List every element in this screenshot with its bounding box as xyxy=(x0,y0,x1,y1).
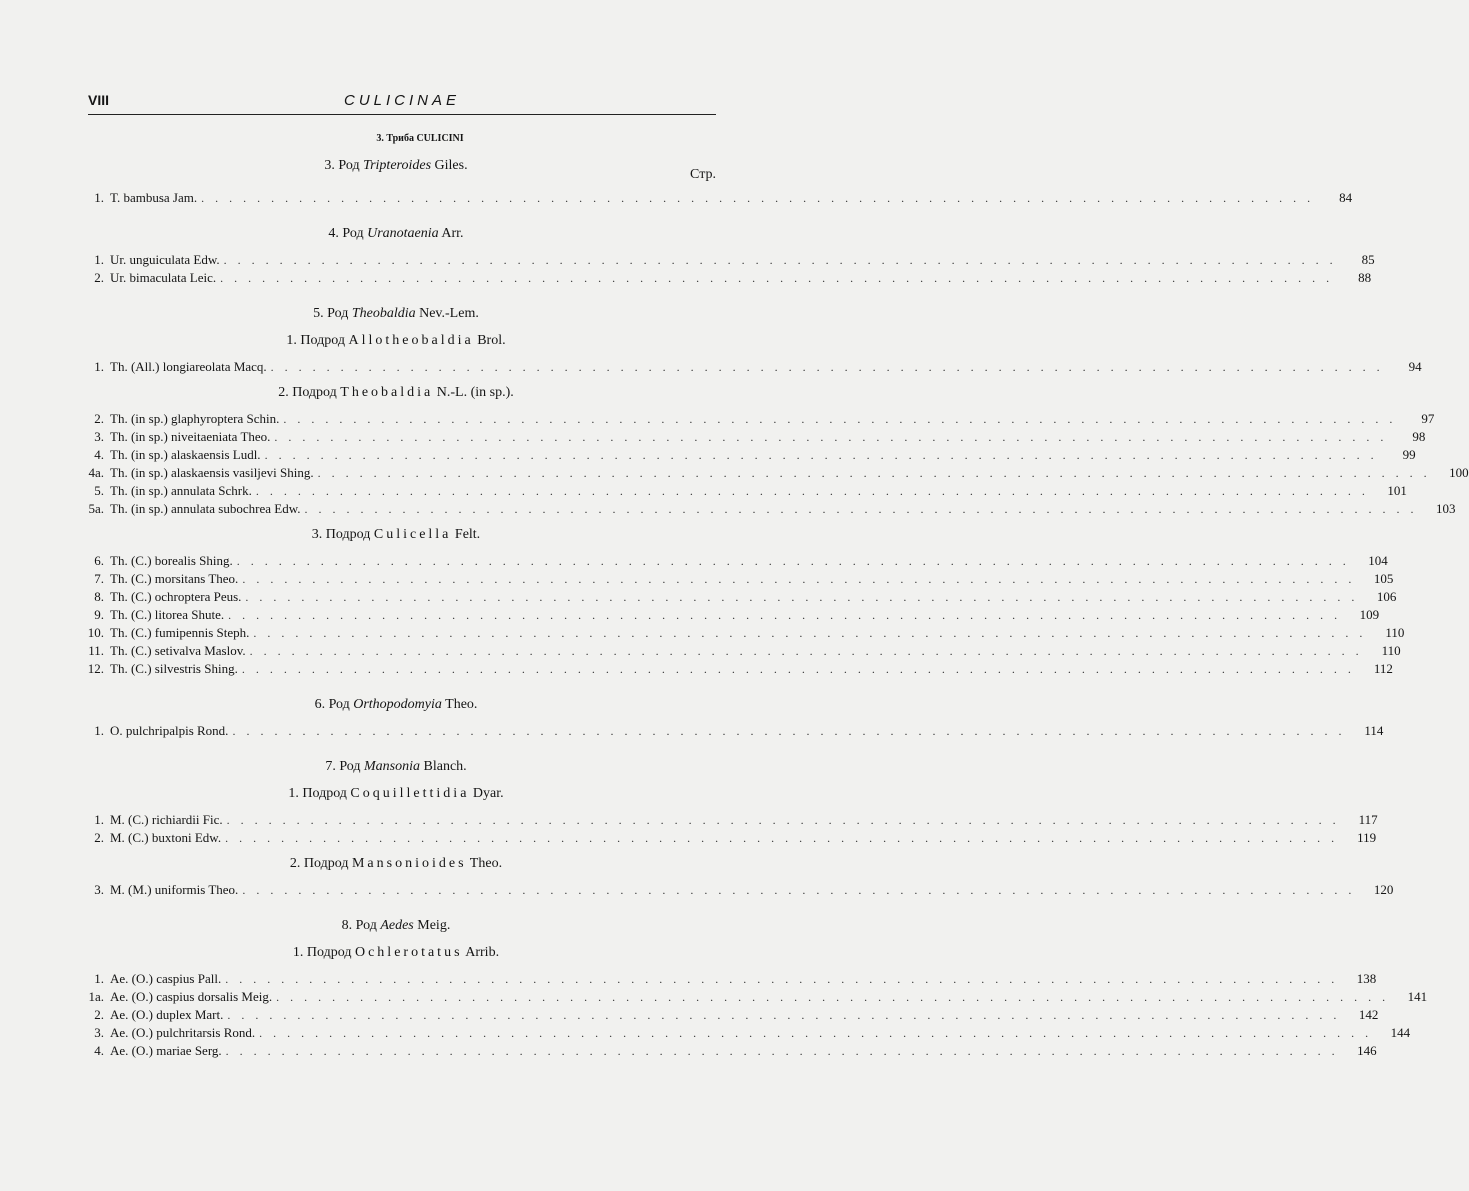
subgenus-name: Culicella xyxy=(373,527,452,542)
species-name: M. (C.) buxtoni Edw. xyxy=(110,830,222,845)
genus-number: 8. Род xyxy=(341,918,377,933)
species-entry xyxy=(76,1024,1411,1042)
species-name: Th. (in sp.) niveitaeniata Theo. xyxy=(110,429,271,444)
species-name: Th. (C.) ochroptera Peus. xyxy=(110,589,242,604)
page-reference: 119 xyxy=(1357,830,1377,845)
dot-leader: . . . . . . . . . . . . . . . . . . . . . . . . . . . . . . . . . . . . . . . . . . . . . . . . . . . . . . . . . . . . . . . . . . . . . . . . . . . . . . . . xyxy=(232,724,1346,738)
entry-number: 2. xyxy=(94,411,104,426)
genus-name: Orthopodomyia xyxy=(353,697,442,712)
genus-name: Mansonia xyxy=(364,759,420,774)
page-reference: 105 xyxy=(1373,571,1394,586)
species-list xyxy=(76,881,1394,899)
page-reference: 104 xyxy=(1368,553,1388,568)
species-list xyxy=(76,970,1428,1060)
entry-number: 1. xyxy=(94,723,104,738)
species-name: Th. (C.) setivalva Maslov. xyxy=(110,643,246,658)
subgenus-heading xyxy=(76,784,716,804)
species-entry xyxy=(76,811,1378,829)
dot-leader: . . . . . . . . . . . . . . . . . . . . . . . . . . . . . . . . . . . . . . . . . . . . . . . . . . . . . . . . . . . . . . . . . . . . . . . . . . . . . . . . xyxy=(270,360,1384,374)
subgenus-number: 3. Подрод xyxy=(311,527,371,542)
tribe-heading: 3. Триба CULICINI xyxy=(376,133,464,144)
entry-number: 3. xyxy=(94,882,104,897)
subgenus-heading xyxy=(76,854,716,874)
subgenus-number: 1. Подрод xyxy=(286,333,345,348)
page-reference: 146 xyxy=(1357,1043,1377,1058)
species-list xyxy=(76,722,1384,740)
genus-name: Tripteroides xyxy=(363,158,432,173)
subgenus-author: Theo. xyxy=(469,856,503,871)
entry-number: 1. xyxy=(94,190,104,205)
page-reference: 138 xyxy=(1356,971,1377,986)
entry-number: 4a. xyxy=(88,465,104,480)
dot-leader: . . . . . . . . . . . . . . . . . . . . . . . . . . . . . . . . . . . . . . . . . . . . . . . . . . . . . . . . . . . . . . . . . . . . . . . . . . . . . . . . xyxy=(236,554,1350,568)
dot-leader: . . . . . . . . . . . . . . . . . . . . . . . . . . . . . . . . . . . . . . . . . . . . . . . . . . . . . . . . . . . . . . . . . . . . . . . . . . . . . . . . xyxy=(227,1008,1341,1022)
page-reference: 84 xyxy=(1339,190,1353,205)
entry-number: 1a. xyxy=(88,989,104,1004)
genus-number: 7. Род xyxy=(325,759,361,774)
dot-leader: . . . . . . . . . . . . . . . . . . . . . . . . . . . . . . . . . . . . . . . . . . . . . . . . . . . . . . . . . . . . . . . . . . . . . . . . . . . . . . . . xyxy=(220,271,1334,285)
subgenus-number: 1. Подрод xyxy=(288,786,347,801)
dot-leader: . . . . . . . . . . . . . . . . . . . . . . . . . . . . . . . . . . . . . . . . . . . . . . . . . . . . . . . . . . . . . . . . . . . . . . . . . . . . . . . . xyxy=(264,448,1378,462)
species-entry xyxy=(76,500,1456,518)
species-name: Ur. unguiculata Edw. xyxy=(110,252,220,267)
species-list xyxy=(76,410,1469,518)
page-reference: 100 xyxy=(1449,465,1469,480)
genus-number: 4. Род xyxy=(328,226,364,241)
subgenus-number: 2. Подрод xyxy=(278,385,337,400)
dot-leader: . . . . . . . . . . . . . . . . . . . . . . . . . . . . . . . . . . . . . . . . . . . . . . . . . . . . . . . . . . . . . . . . . . . . . . . . . . . . . . . . xyxy=(223,253,1337,267)
species-entry xyxy=(76,482,1407,500)
species-name: Ur. bimaculata Leic. xyxy=(110,270,217,285)
page-reference: 103 xyxy=(1436,501,1456,516)
species-name: Ae. (O.) duplex Mart. xyxy=(110,1007,224,1022)
species-entry xyxy=(76,1042,1377,1060)
species-entry xyxy=(76,358,1422,376)
page-reference: 97 xyxy=(1421,411,1435,426)
dot-leader: . . . . . . . . . . . . . . . . . . . . . . . . . . . . . . . . . . . . . . . . . . . . . . . . . . . . . . . . . . . . . . . . . . . . . . . . . . . . . . . . xyxy=(255,484,1369,498)
species-name: Ae. (O.) pulchritarsis Rond. xyxy=(110,1025,256,1040)
species-entry xyxy=(76,722,1384,740)
dot-leader: . . . . . . . . . . . . . . . . . . . . . . . . . . . . . . . . . . . . . . . . . . . . . . . . . . . . . . . . . . . . . . . . . . . . . . . . . . . . . . . . xyxy=(225,831,1339,845)
entry-number: 3. xyxy=(94,1025,104,1040)
subgenus-number: 1. Подрод xyxy=(292,945,352,960)
subgenus-author: Brol. xyxy=(477,333,506,348)
page-reference: 120 xyxy=(1373,882,1394,897)
entry-number: 1. xyxy=(94,971,104,986)
entry-number: 8. xyxy=(94,589,104,604)
dot-leader: . . . . . . . . . . . . . . . . . . . . . . . . . . . . . . . . . . . . . . . . . . . . . . . . . . . . . . . . . . . . . . . . . . . . . . . . . . . . . . . . xyxy=(274,430,1388,444)
species-name: Ae. (O.) mariae Serg. xyxy=(110,1043,222,1058)
species-entry xyxy=(76,410,1435,428)
dot-leader: . . . . . . . . . . . . . . . . . . . . . . . . . . . . . . . . . . . . . . . . . . . . . . . . . . . . . . . . . . . . . . . . . . . . . . . . . . . . . . . . xyxy=(259,1026,1373,1040)
species-entry xyxy=(76,988,1428,1006)
species-entry xyxy=(76,588,1397,606)
subgenus-heading xyxy=(76,943,716,963)
species-entry xyxy=(76,829,1377,847)
subgenus-name: Allotheobaldia xyxy=(348,333,474,348)
entry-number: 3. xyxy=(94,429,104,444)
genus-heading xyxy=(76,916,716,936)
species-entry xyxy=(76,428,1426,446)
species-entry xyxy=(76,446,1416,464)
page-reference: 106 xyxy=(1376,589,1397,604)
species-name: Th. (C.) silvestris Shing. xyxy=(110,661,238,676)
page-reference: 117 xyxy=(1358,812,1378,827)
page-reference: 99 xyxy=(1402,447,1416,462)
subgenus-author: N.-L. (in sp.). xyxy=(436,385,514,400)
subgenus-author: Arrib. xyxy=(465,945,500,960)
entry-number: 5a. xyxy=(88,501,104,516)
species-name: Th. (in sp.) annulata subochrea Edw. xyxy=(110,501,301,516)
subgenus-heading xyxy=(76,525,716,545)
entry-number: 1. xyxy=(94,252,104,267)
species-entry xyxy=(76,570,1394,588)
species-name: Ae. (O.) caspius Pall. xyxy=(110,971,222,986)
page-reference: 141 xyxy=(1407,989,1428,1004)
species-list xyxy=(76,552,1405,678)
page-header xyxy=(88,92,716,115)
dot-leader: . . . . . . . . . . . . . . . . . . . . . . . . . . . . . . . . . . . . . . . . . . . . . . . . . . . . . . . . . . . . . . . . . . . . . . . . . . . . . . . . xyxy=(317,466,1431,480)
entry-number: 2. xyxy=(94,1007,104,1022)
dot-leader: . . . . . . . . . . . . . . . . . . . . . . . . . . . . . . . . . . . . . . . . . . . . . . . . . . . . . . . . . . . . . . . . . . . . . . . . . . . . . . . . xyxy=(201,191,1315,205)
species-entry xyxy=(76,552,1388,570)
entry-number: 12. xyxy=(87,661,104,676)
species-entry xyxy=(76,464,1469,482)
genus-number: 5. Род xyxy=(313,306,349,321)
species-name: Th. (C.) borealis Shing. xyxy=(110,553,233,568)
genus-heading xyxy=(76,304,716,324)
dot-leader: . . . . . . . . . . . . . . . . . . . . . . . . . . . . . . . . . . . . . . . . . . . . . . . . . . . . . . . . . . . . . . . . . . . . . . . . . . . . . . . . xyxy=(241,662,1355,676)
species-name: O. pulchripalpis Rond. xyxy=(110,723,229,738)
page-reference: 109 xyxy=(1359,607,1380,622)
running-title: CULICINAE xyxy=(343,92,461,109)
subgenus-author: Dyar. xyxy=(472,786,504,801)
genus-name: Theobaldia xyxy=(351,306,416,321)
species-name: Ae. (O.) caspius dorsalis Meig. xyxy=(110,989,273,1004)
genus-heading xyxy=(76,757,716,777)
species-name: M. (C.) richiardii Fic. xyxy=(110,812,223,827)
subgenus-heading xyxy=(76,383,716,403)
genus-author: Giles. xyxy=(434,158,468,173)
dot-leader: . . . . . . . . . . . . . . . . . . . . . . . . . . . . . . . . . . . . . . . . . . . . . . . . . . . . . . . . . . . . . . . . . . . . . . . . . . . . . . . . xyxy=(283,412,1397,426)
species-entry xyxy=(76,606,1380,624)
subgenus-heading xyxy=(76,331,716,351)
species-name: Th. (C.) litorea Shute. xyxy=(110,607,225,622)
subgenus-name: Ochlerotatus xyxy=(354,945,463,960)
dot-leader: . . . . . . . . . . . . . . . . . . . . . . . . . . . . . . . . . . . . . . . . . . . . . . . . . . . . . . . . . . . . . . . . . . . . . . . . . . . . . . . . xyxy=(228,608,1342,622)
species-entry xyxy=(76,269,1372,287)
page-reference: 110 xyxy=(1385,625,1405,640)
page-reference: 110 xyxy=(1381,643,1401,658)
entry-number: 2. xyxy=(94,830,104,845)
genus-author: Nev.-Lem. xyxy=(419,306,479,321)
subgenus-name: Mansonioides xyxy=(351,856,467,871)
page-reference: 98 xyxy=(1412,429,1426,444)
genus-author: Blanch. xyxy=(423,759,467,774)
dot-leader: . . . . . . . . . . . . . . . . . . . . . . . . . . . . . . . . . . . . . . . . . . . . . . . . . . . . . . . . . . . . . . . . . . . . . . . . . . . . . . . . xyxy=(225,1044,1339,1058)
page-reference: 88 xyxy=(1358,270,1372,285)
genus-number: 6. Род xyxy=(314,697,350,712)
species-entry xyxy=(76,1006,1379,1024)
species-entry xyxy=(76,642,1401,660)
genus-heading xyxy=(76,695,716,715)
table-of-contents xyxy=(76,156,1469,1060)
page-reference: 94 xyxy=(1408,359,1422,374)
genus-heading xyxy=(76,224,716,244)
genus-name: Uranotaenia xyxy=(367,226,439,241)
page-reference: 85 xyxy=(1361,252,1375,267)
entry-number: 7. xyxy=(94,571,104,586)
dot-leader: . . . . . . . . . . . . . . . . . . . . . . . . . . . . . . . . . . . . . . . . . . . . . . . . . . . . . . . . . . . . . . . . . . . . . . . . . . . . . . . . xyxy=(242,883,1356,897)
subgenus-name: Theobaldia xyxy=(340,385,434,400)
species-list xyxy=(76,811,1378,847)
species-list xyxy=(76,358,1422,376)
dot-leader: . . . . . . . . . . . . . . . . . . . . . . . . . . . . . . . . . . . . . . . . . . . . . . . . . . . . . . . . . . . . . . . . . . . . . . . . . . . . . . . . xyxy=(242,572,1356,586)
entry-number: 5. xyxy=(94,483,104,498)
page-reference: 101 xyxy=(1387,483,1407,498)
dot-leader: . . . . . . . . . . . . . . . . . . . . . . . . . . . . . . . . . . . . . . . . . . . . . . . . . . . . . . . . . . . . . . . . . . . . . . . . . . . . . . . . xyxy=(225,972,1339,986)
species-name: Th. (C.) morsitans Theo. xyxy=(110,571,239,586)
page-number: VIII xyxy=(88,92,110,108)
genus-number: 3. Род xyxy=(324,158,360,173)
genus-author: Theo. xyxy=(445,697,478,712)
page-reference: 114 xyxy=(1364,723,1384,738)
species-name: Th. (in sp.) annulata Schrk. xyxy=(110,483,252,498)
species-name: Th. (All.) longiareolata Macq. xyxy=(110,359,267,374)
dot-leader: . . . . . . . . . . . . . . . . . . . . . . . . . . . . . . . . . . . . . . . . . . . . . . . . . . . . . . . . . . . . . . . . . . . . . . . . . . . . . . . . xyxy=(276,990,1390,1004)
genus-name: Aedes xyxy=(380,918,414,933)
entry-number: 1. xyxy=(94,359,104,374)
dot-leader: . . . . . . . . . . . . . . . . . . . . . . . . . . . . . . . . . . . . . . . . . . . . . . . . . . . . . . . . . . . . . . . . . . . . . . . . . . . . . . . . xyxy=(253,626,1367,640)
species-name: Th. (in sp.) glaphyroptera Schin. xyxy=(110,411,280,426)
entry-number: 11. xyxy=(88,643,104,658)
genus-author: Meig. xyxy=(417,918,451,933)
species-entry xyxy=(76,970,1377,988)
page-reference: 144 xyxy=(1390,1025,1411,1040)
species-entry xyxy=(76,189,1353,207)
species-name: Th. (in sp.) alaskaensis vasiljevi Shing. xyxy=(110,465,314,480)
page-column-header: Стр. xyxy=(690,167,716,182)
entry-number: 1. xyxy=(94,812,104,827)
subgenus-author: Felt. xyxy=(454,527,481,542)
dot-leader: . . . . . . . . . . . . . . . . . . . . . . . . . . . . . . . . . . . . . . . . . . . . . . . . . . . . . . . . . . . . . . . . . . . . . . . . . . . . . . . . xyxy=(226,813,1340,827)
entry-number: 2. xyxy=(94,270,104,285)
species-name: Th. (in sp.) alaskaensis Ludl. xyxy=(110,447,261,462)
species-entry xyxy=(76,660,1393,678)
species-name: M. (M.) uniformis Theo. xyxy=(110,882,239,897)
page-reference: 112 xyxy=(1373,661,1393,676)
species-entry xyxy=(76,624,1405,642)
dot-leader: . . . . . . . . . . . . . . . . . . . . . . . . . . . . . . . . . . . . . . . . . . . . . . . . . . . . . . . . . . . . . . . . . . . . . . . . . . . . . . . . xyxy=(245,590,1359,604)
species-entry xyxy=(76,251,1375,269)
genus-author: Arr. xyxy=(441,226,464,241)
species-list xyxy=(76,189,1353,207)
species-entry xyxy=(76,881,1394,899)
dot-leader: . . . . . . . . . . . . . . . . . . . . . . . . . . . . . . . . . . . . . . . . . . . . . . . . . . . . . . . . . . . . . . . . . . . . . . . . . . . . . . . . xyxy=(249,644,1363,658)
species-list xyxy=(76,251,1375,287)
entry-number: 6. xyxy=(94,553,104,568)
subgenus-number: 2. Подрод xyxy=(289,856,349,871)
entry-number: 10. xyxy=(87,625,104,640)
entry-number: 4. xyxy=(94,447,104,462)
species-name: Th. (C.) fumipennis Steph. xyxy=(110,625,250,640)
entry-number: 4. xyxy=(94,1043,104,1058)
dot-leader: . . . . . . . . . . . . . . . . . . . . . . . . . . . . . . . . . . . . . . . . . . . . . . . . . . . . . . . . . . . . . . . . . . . . . . . . . . . . . . . . xyxy=(304,502,1418,516)
species-name: T. bambusa Jam. xyxy=(110,190,198,205)
entry-number: 9. xyxy=(94,607,104,622)
page-reference: 142 xyxy=(1358,1007,1379,1022)
subgenus-name: Coquillettidia xyxy=(350,786,470,801)
